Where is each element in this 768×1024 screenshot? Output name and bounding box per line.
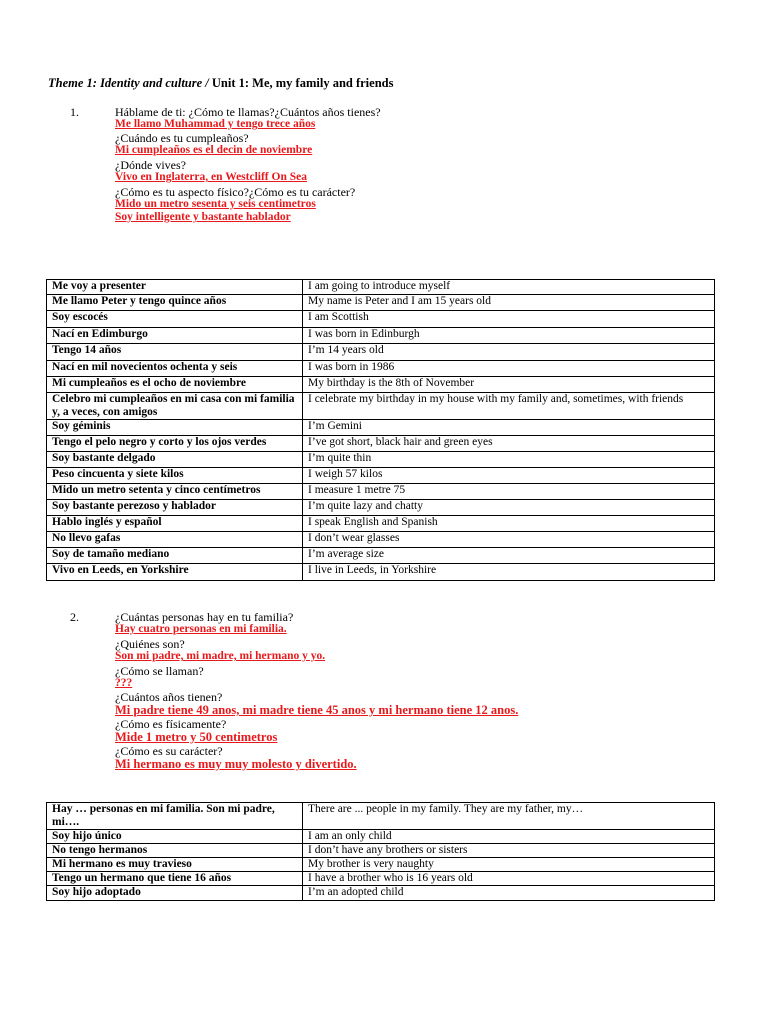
table-row	[47, 311, 715, 328]
english-translation: I am Scottish	[303, 311, 715, 328]
english-translation: I was born in 1986	[303, 361, 715, 377]
vocabulary-table-2	[46, 802, 715, 901]
table-row	[47, 886, 715, 901]
table-row	[47, 803, 715, 830]
answer-line: Mido un metro sesenta y seis centimetros	[115, 198, 316, 210]
spanish-phrase: Nací en Edimburgo	[47, 328, 303, 344]
table-row	[47, 468, 715, 484]
spanish-phrase: Mi cumpleaños es el ocho de noviembre	[47, 377, 303, 393]
spanish-phrase: Vivo en Leeds, en Yorkshire	[47, 564, 303, 581]
table-row	[47, 872, 715, 886]
english-translation: My birthday is the 8th of November	[303, 377, 715, 393]
table-row	[47, 393, 715, 420]
english-translation: I weigh 57 kilos	[303, 468, 715, 484]
section-number: 1.	[70, 105, 79, 119]
unit-title: Unit 1: Me, my family and friends	[208, 76, 394, 90]
answer-line: Mide 1 metro y 50 centimetros	[115, 730, 278, 744]
table-row	[47, 516, 715, 532]
spanish-phrase: No llevo gafas	[47, 532, 303, 548]
spanish-phrase: Hablo inglés y español	[47, 516, 303, 532]
section-number: 2.	[70, 610, 79, 624]
table-row	[47, 548, 715, 564]
answer-line: Vivo en Inglaterra, en Westcliff On Sea	[115, 171, 307, 183]
spanish-phrase: Soy de tamaño mediano	[47, 548, 303, 564]
spanish-phrase: Mido un metro setenta y cinco centímetros	[47, 484, 303, 500]
english-translation: I am an only child	[303, 830, 715, 844]
english-translation: I measure 1 metre 75	[303, 484, 715, 500]
question-line: ¿Cómo se llaman?	[115, 664, 204, 678]
question-line: Háblame de ti: ¿Cómo te llamas?¿Cuántos años tienes?	[115, 105, 381, 119]
question-line: ¿Cómo es físicamente?	[115, 717, 227, 731]
question-section-2	[70, 610, 730, 780]
table-row	[47, 436, 715, 452]
question-line: ¿Cómo es tu aspecto físico?¿Cómo es tu carácter?	[115, 185, 356, 199]
question-lines	[115, 105, 381, 224]
spanish-phrase: No tengo hermanos	[47, 844, 303, 858]
question-section-1	[70, 105, 730, 231]
answer-line: Son mi padre, mi madre, mi hermano y yo.	[115, 650, 326, 662]
table-row	[47, 280, 715, 295]
question-line: ¿Cuándo es tu cumpleaños?	[115, 131, 249, 145]
table-row	[47, 361, 715, 377]
table-row	[47, 532, 715, 548]
table-row	[47, 328, 715, 344]
spanish-phrase: Peso cincuenta y siete kilos	[47, 468, 303, 484]
question-line: ¿Dónde vives?	[115, 158, 186, 172]
table-row	[47, 344, 715, 361]
spanish-phrase: Celebro mi cumpleaños en mi casa con mi familia y, a veces, con amigos	[47, 393, 303, 420]
spanish-phrase: Mi hermano es muy travieso	[47, 858, 303, 872]
question-lines	[115, 610, 518, 771]
question-line: ¿Cómo es su carácter?	[115, 744, 223, 758]
answer-line: ???	[115, 677, 133, 689]
answer-line: Soy intelligente y bastante hablador	[115, 211, 291, 223]
english-translation: I’m quite lazy and chatty	[303, 500, 715, 516]
table-row	[47, 564, 715, 581]
question-line: ¿Cuántas personas hay en tu familia?	[115, 610, 294, 624]
english-translation: I live in Leeds, in Yorkshire	[303, 564, 715, 581]
english-translation: I speak English and Spanish	[303, 516, 715, 532]
spanish-phrase: Soy hijo único	[47, 830, 303, 844]
table-row	[47, 377, 715, 393]
spanish-phrase: Hay … personas en mi familia. Son mi padre, mi….	[47, 803, 303, 830]
spanish-phrase: Tengo el pelo negro y corto y los ojos verdes	[47, 436, 303, 452]
english-translation: My brother is very naughty	[303, 858, 715, 872]
answer-line: Me llamo Muhammad y tengo trece años	[115, 118, 316, 130]
answer-line: Mi padre tiene 49 anos, mi madre tiene 45 anos y mi hermano tiene 12 anos.	[115, 703, 519, 717]
table-row	[47, 420, 715, 436]
page-title	[48, 76, 393, 91]
english-translation: I’m 14 years old	[303, 344, 715, 361]
english-translation: My name is Peter and I am 15 years old	[303, 295, 715, 311]
spanish-phrase: Soy bastante perezoso y hablador	[47, 500, 303, 516]
english-translation: I’m quite thin	[303, 452, 715, 468]
vocabulary-table-1	[46, 279, 715, 581]
table-row	[47, 452, 715, 468]
english-translation: I’m Gemini	[303, 420, 715, 436]
answer-line: Hay cuatro personas en mi familia.	[115, 623, 287, 635]
english-translation: I have a brother who is 16 years old	[303, 872, 715, 886]
spanish-phrase: Tengo 14 años	[47, 344, 303, 361]
spanish-phrase: Soy géminis	[47, 420, 303, 436]
table-row	[47, 295, 715, 311]
english-translation: I’ve got short, black hair and green eyes	[303, 436, 715, 452]
theme-title: Theme 1: Identity and culture /	[48, 76, 209, 90]
english-translation: There are ... people in my family. They are my father, my…	[303, 803, 715, 830]
english-translation: I am going to introduce myself	[303, 280, 715, 295]
english-translation: I’m an adopted child	[303, 886, 715, 901]
table-row	[47, 830, 715, 844]
table-row	[47, 500, 715, 516]
answer-line: Mi cumpleaños es el decin de noviembre	[115, 144, 313, 156]
english-translation: I’m average size	[303, 548, 715, 564]
english-translation: I don’t wear glasses	[303, 532, 715, 548]
spanish-phrase: Soy hijo adoptado	[47, 886, 303, 901]
spanish-phrase: Nací en mil novecientos ochenta y seis	[47, 361, 303, 377]
table-row	[47, 858, 715, 872]
english-translation: I don’t have any brothers or sisters	[303, 844, 715, 858]
question-line: ¿Cuántos años tienen?	[115, 690, 223, 704]
spanish-phrase: Me voy a presenter	[47, 280, 303, 295]
answer-line: Mi hermano es muy muy molesto y divertido.	[115, 757, 357, 771]
english-translation: I was born in Edinburgh	[303, 328, 715, 344]
spanish-phrase: Soy bastante delgado	[47, 452, 303, 468]
question-line: ¿Quiénes son?	[115, 637, 185, 651]
spanish-phrase: Soy escocés	[47, 311, 303, 328]
spanish-phrase: Tengo un hermano que tiene 16 años	[47, 872, 303, 886]
table-row	[47, 484, 715, 500]
spanish-phrase: Me llamo Peter y tengo quince años	[47, 295, 303, 311]
table-row	[47, 844, 715, 858]
english-translation: I celebrate my birthday in my house with my family and, sometimes, with friends	[303, 393, 715, 420]
